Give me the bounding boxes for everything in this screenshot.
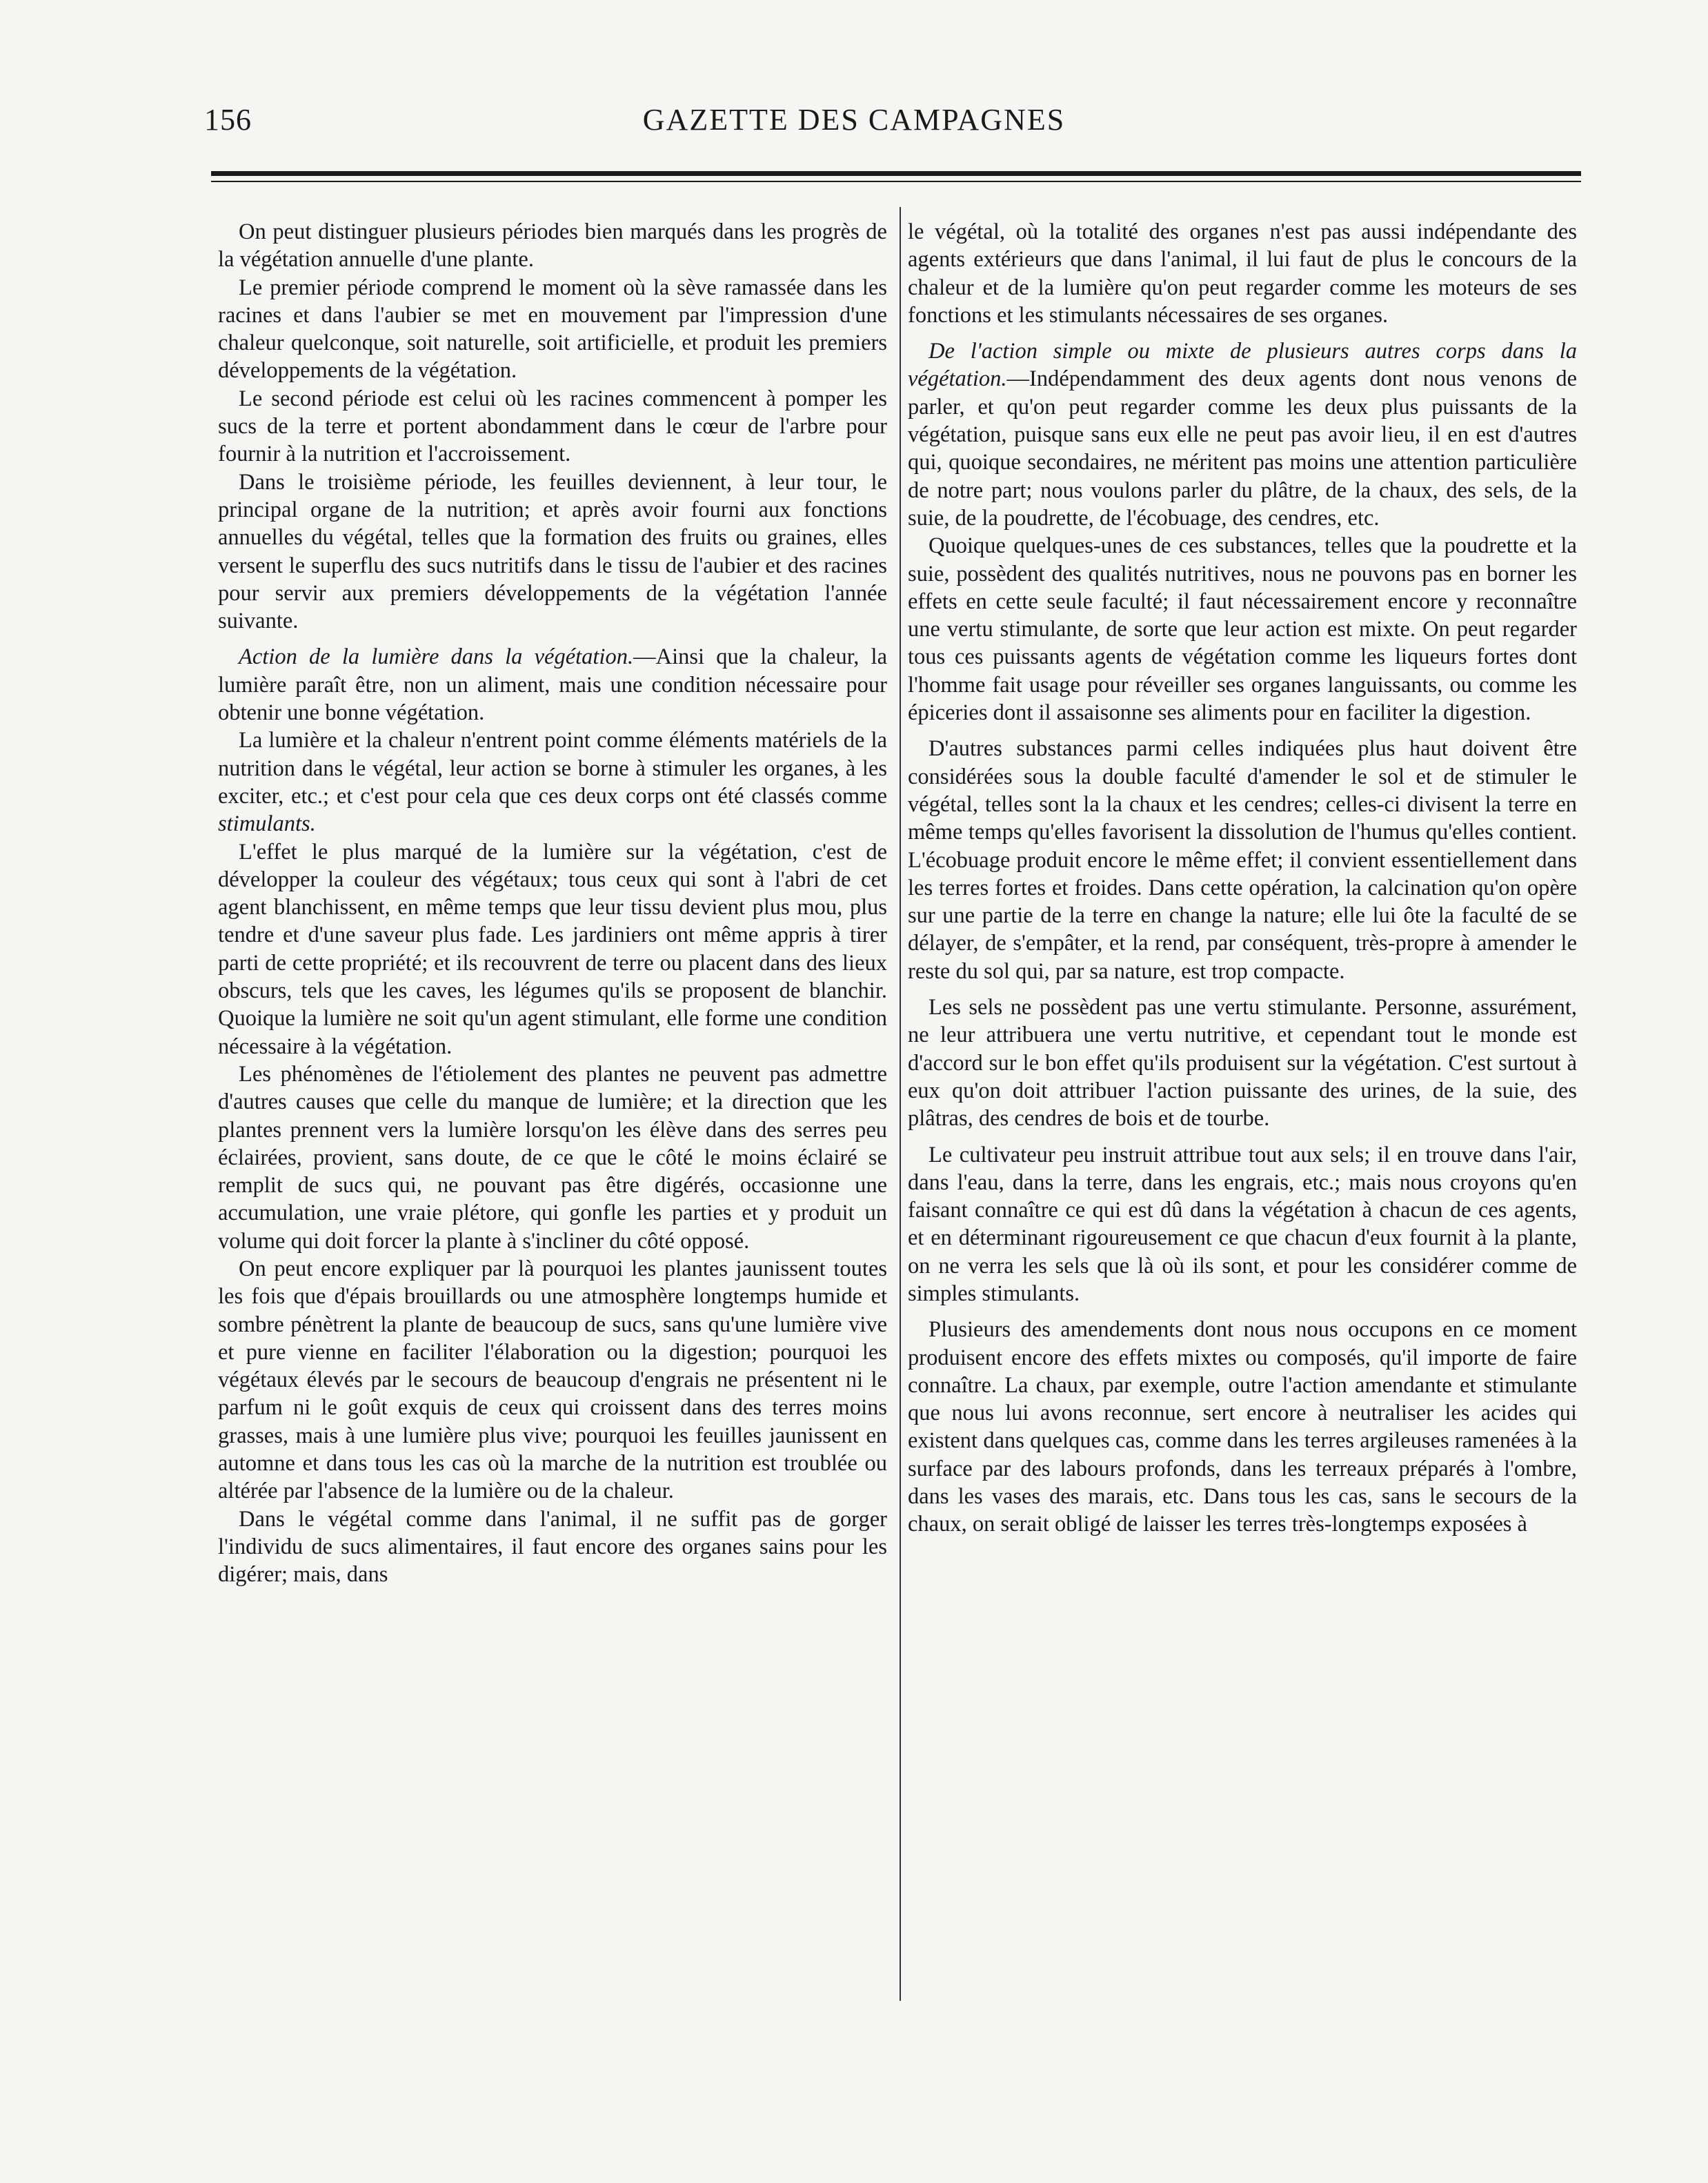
paragraph <box>218 727 887 838</box>
section-paragraph <box>908 337 1577 532</box>
left-column <box>218 218 887 1589</box>
paragraph-text: On peut encore expliquer par là pourquoi les plantes jaunissent toutes les fois que d'épais brouillards ou une atmosphère longtemps humide et sombre pénètrent la plante de beaucoup de sucs, sans qu'une lumière vive et pure vienne en faciliter l'élaboration ou la digestion; pourquoi les végétaux élevés par le secours de beaucoup d'engrais ne présentent ni le parfum ni le goût exquis de ceux qui croissent dans des terres moins grasses, mais à une lumière plus vive; pourquoi les feuilles jaunissent en automne et dans tous les cas où la marche de la nutrition est troublée ou altérée par l'absence de la lumière ou de la chaleur. <box>218 1256 887 1504</box>
paragraph-text: D'autres substances parmi celles indiquées plus haut doivent être considérées sous la double faculté d'amender le sol et de stimuler le végétal, telles sont la la chaux et les cendres; celles-ci divisent la terre en même temps qu'elles favorisent la dissolution de l'humus qu'elles contient. L'écobuage produit encore le même effet; il convient essentiellement dans les terres fortes et froides. Dans cette opération, la calcination qu'on opère sur une partie de la terre en change la nature; elle lui ôte la faculté de se délayer, de s'empâter, et la rend, par conséquent, très-propre à amender le reste du sol qui, par sa nature, est trop compacte. <box>908 736 1577 984</box>
italic-term: stimulants. <box>218 811 316 837</box>
paragraph <box>218 1505 887 1589</box>
header-rule-thin <box>211 181 1581 182</box>
paragraph-text: Plusieurs des amendements dont nous nous occupons en ce moment produisent encore des effets mixtes ou composés, qu'il importe de faire connaître. La chaux, par exemple, outre l'action amendante et stimulante que nous lui avons reconnue, sert encore à neutraliser les acides qui existent dans quelques cas, comme dans les terres argileuses ramenées à la surface par des labours profonds, dans les terreaux préparés à l'ombre, dans les vases des marais, etc. Dans tous les cas, sans le secours de la chaux, on serait obligé de laisser les terres très-longtemps exposées à <box>908 1317 1577 1537</box>
right-column <box>908 218 1577 1539</box>
paragraph-text: Le premier période comprend le moment où la sève ramassée dans les racines et dans l'aubier se met en mouvement par l'impression d'une chaleur quelconque, soit naturelle, soit artificielle, et produit les premiers développements de la végétation. <box>218 275 887 384</box>
paragraph-text: On peut distinguer plusieurs périodes bien marqués dans les progrès de la végétation annuelle d'une plante. <box>218 219 887 273</box>
paragraph <box>218 218 887 274</box>
paragraph-text: Dans le troisième période, les feuilles deviennent, à leur tour, le principal organe de la nutrition; et après avoir fourni aux fonctions annuelles du végétal, telles que la formation des fruits ou graines, elles versent le superflu des sucs nutritifs dans le tissu de l'aubier et des racines pour servir aux premiers développements de la végétation l'année suivante. <box>218 469 887 634</box>
paragraph-text: Dans le végétal comme dans l'animal, il ne suffit pas de gorger l'individu de sucs alimentaires, il faut encore des organes sains pour les digérer; mais, dans <box>218 1506 887 1588</box>
paragraph <box>908 532 1577 727</box>
paragraph-text: Le second période est celui où les racines commencent à pomper les sucs de la terre et portent abondamment dans le cœur de l'arbre pour fournir à la nutrition et l'accroissement. <box>218 386 887 467</box>
paragraph <box>908 218 1577 329</box>
paragraph-text: L'effet le plus marqué de la lumière sur la végétation, c'est de développer la couleur des végétaux; tous ceux qui sont à l'abri de cet agent blanchissent, en même temps que leur tissu devient plus mou, plus tendre et d'une saveur plus fade. Les jardiniers ont même appris à tirer parti de cette propriété; et ils recouvrent de terre ou placent dans des lieux obscurs, tels que les caves, les légumes qu'ils se proposent de blanchir. Quoique la lumière ne soit qu'un agent stimulant, elle forme une condition nécessaire à la végétation. <box>218 839 887 1059</box>
paragraph-text: Quoique quelques-unes de ces substances, telles que la poudrette et la suie, possèdent des qualités nutritives, nous ne pouvons pas en borner les effets en cette seule faculté; il faut nécessairement encore y reconnaître une vertu stimulante, de sorte que leur action est mixte. On peut regarder tous ces puissants agents de végétation comme les liqueurs fortes dont l'homme fait usage pour réveiller ses organes languissants, ou comme les épiceries dont il assaisonne ses aliments pour en faciliter la digestion. <box>908 533 1577 726</box>
paragraph-text: —Indépendamment des deux agents dont nous venons de parler, et qu'on peut regarder comme les deux plus puissants de la végétation, puisque sans eux elle ne peut pas avoir lieu, il en est d'autres qui, quoique secondaires, ne méritent pas moins une attention particulière de notre part; nous voulons parler du plâtre, de la chaux, des sels, de la suie, de la poudrette, de l'écobuage, des cendres, etc. <box>908 366 1577 531</box>
paragraph <box>908 994 1577 1132</box>
section-heading: De l'action simple ou mixte de plusieurs autres corps dans la végétation. <box>908 339 1577 392</box>
paragraph-text: La lumière et la chaleur n'entrent point comme éléments matériels de la nutrition dans le végétal, leur action se borne à stimuler les organes, à les exciter, etc.; et c'est pour cela que ces deux corps ont été classés comme <box>218 728 887 809</box>
paragraph-text: —Ainsi que la chaleur, la lumière paraît être, non un aliment, mais une condition nécessaire pour obtenir une bonne végétation. <box>218 644 888 726</box>
paragraph-text: Les sels ne possèdent pas une vertu stimulante. Personne, assurément, ne leur attribuera une vertu nutritive, et cependant tout le monde est d'accord sur le bon effet qu'ils produisent sur la végétation. C'est surtout à eux qu'on doit attribuer l'action puissante des urines, de la suie, des plâtras, des cendres de bois et de tourbe. <box>908 995 1577 1132</box>
paragraph <box>908 1141 1577 1308</box>
paragraph <box>908 735 1577 985</box>
section-paragraph <box>218 643 887 727</box>
header-rule-thick <box>211 171 1581 176</box>
paragraph <box>218 274 887 385</box>
paragraph <box>218 468 887 635</box>
paragraph-text: le végétal, où la totalité des organes n'est pas aussi indépendante des agents extérieurs que dans l'animal, il lui faut de plus le concours de la chaleur et de la lumière qu'on peut regarder comme les moteurs de ses fonctions et les stimulants nécessaires de ses organes. <box>908 219 1577 328</box>
column-divider <box>900 207 901 2001</box>
paragraph <box>218 838 887 1060</box>
page-header-title: GAZETTE DES CAMPAGNES <box>642 103 1066 137</box>
paragraph <box>218 385 887 468</box>
page-number: 156 <box>204 103 252 137</box>
paragraph <box>908 1316 1577 1538</box>
paragraph-text: Les phénomènes de l'étiolement des plantes ne peuvent pas admettre d'autres causes que celle du manque de lumière; et la direction que les plantes prennent vers la lumière lorsqu'on les élève dans des serres peu éclairées, provient, sans doute, de ce que le côté le moins éclairé se remplit de sucs qui, ne pouvant pas être digérés, occasionne une accumulation, une vraie plétore, qui gonfle les parties et y produit un volume qui doit forcer la plante à s'incliner du côté opposé. <box>218 1061 887 1254</box>
paragraph <box>218 1255 887 1505</box>
paragraph <box>218 1060 887 1255</box>
paragraph-text: Le cultivateur peu instruit attribue tout aux sels; il en trouve dans l'air, dans l'eau, dans la terre, dans les engrais, etc.; mais nous croyons qu'en faisant connaître ce qui est dû dans la végétation à chacun de ces agents, et en déterminant rigoureusement ce que chacun d'eux fournit à la plante, on ne verra les sels que là où ils sont, et pour les considérer comme de simples stimulants. <box>908 1142 1577 1306</box>
section-heading: Action de la lumière dans la végétation. <box>239 644 634 670</box>
